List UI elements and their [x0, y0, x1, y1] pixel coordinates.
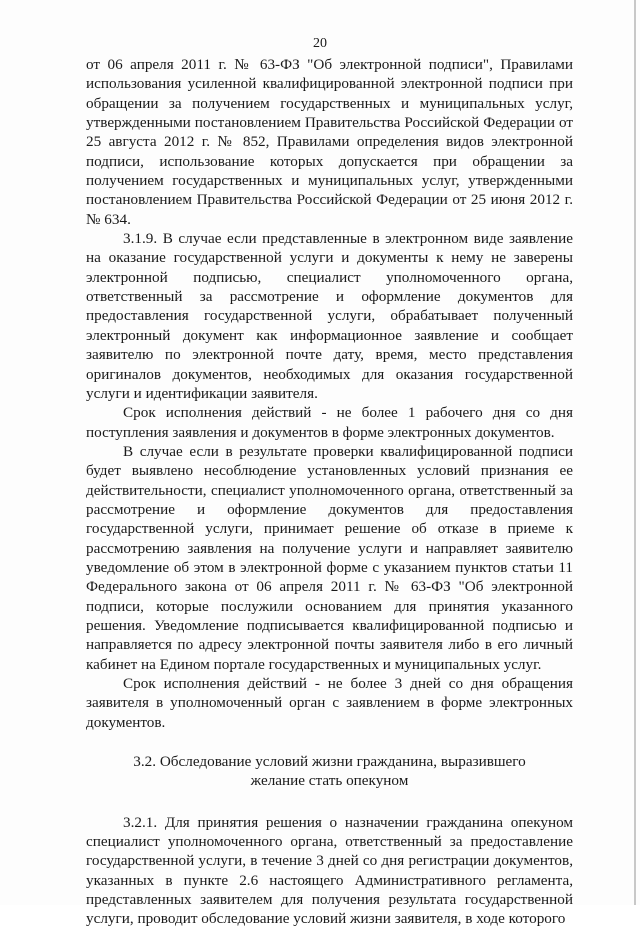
section-title-line-1: 3.2. Обследование условий жизни гражданина, выразившего — [133, 753, 526, 771]
paragraph-deadline-2: Срок исполнения действий - не более 3 дней со дня обращения заявителя в уполномоченный орган с заявлением в форме электронных документов. — [86, 675, 573, 731]
paragraph-3-1-9: 3.1.9. В случае если представленные в электронном виде заявление на оказание государственной услуги и документы к нему не заверены электронной подписью, специалист уполномоченного органа, ответственный за рассмотрение и оформление документов для предоставления государственной услуги, обрабатывает полученный электронный документ как информационное заявление и сообщает заявителю по электронной почте дату, время, место представления оригиналов документов, необходимых для оказания государственной услуги и идентификации заявителя. — [86, 230, 573, 402]
document-body — [86, 55, 573, 929]
page-number: 20 — [313, 36, 327, 51]
section-title — [86, 752, 573, 791]
paragraph-3-2-1: 3.2.1. Для принятия решения о назначении гражданина опекуном специалист уполномоченного органа, ответственный за предоставление государственной услуги, в течение 3 дней со дня регистрации документов, указанных в пункте 2.6 настоящего Административного регламента, представленных заявителем для получения результата государственной услуги, проводит обследование условий жизни заявителя, в ходе которого — [86, 813, 573, 928]
scan-edge-shadow — [634, 0, 636, 905]
paragraph-signature-check: В случае если в результате проверки квалифицированной подписи будет выявлено несоблюдение установленных условий признания ее действительности, специалист уполномоченного органа, ответственный за рассмотрение и оформление документов для предоставления государственной услуги, принимает решение об отказе в приеме к рассмотрению заявления на получение услуги и направляет заявителю уведомление об этом в электронной форме с указанием пунктов статьи 11 Федерального закона от 06 апреля 2011 г. № 63-ФЗ "Об электронной подписи, которые послужили основанием для принятия указанного решения. Уведомление подписывается квалифицированной подписью и направляется по адресу электронной почты заявителя либо в его личный кабинет на Едином портале государственных и муниципальных услуг. — [86, 442, 573, 673]
section-title-line-2: желание стать опекуном — [250, 772, 409, 790]
paragraph-deadline-1: Срок исполнения действий - не более 1 рабочего дня со дня поступления заявления и документов в форме электронных документов. — [86, 404, 573, 441]
paragraph-1: от 06 апреля 2011 г. № 63-ФЗ "Об электронной подписи", Правилами использования усиленной квалифицированной электронной подписи при обращении за получением государственных и муниципальных услуг, утвержденными постановлением Правительства Российской Федерации от 25 августа 2012 г. № 852, Правилами определения видов электронной подписи, использование которых допускается при обращении за получением государственных и муниципальных услуг, утвержденными постановлением Правительства Российской Федерации от 25 июня 2012 г. № 634. — [86, 56, 573, 228]
